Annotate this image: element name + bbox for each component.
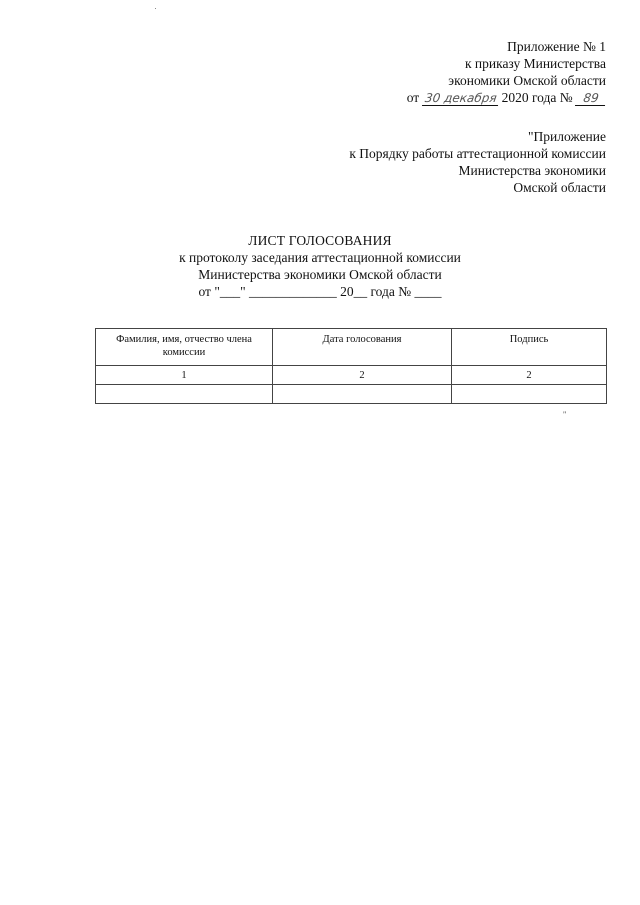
- table-cell: [273, 385, 452, 404]
- voting-table: [95, 328, 607, 404]
- table-index-row: [96, 366, 607, 385]
- appendix-ministry: Министерства экономики: [458, 163, 606, 178]
- annex-ministry: экономики Омской области: [448, 73, 606, 88]
- from-prefix: от: [406, 90, 420, 105]
- table-cell: 2: [273, 366, 452, 385]
- column-header-name: Фамилия, имя, отчество члена комиссии: [96, 329, 273, 366]
- table-cell: 2: [452, 366, 607, 385]
- table-cell: 1: [96, 366, 273, 385]
- procedure-annex-header: [349, 128, 606, 196]
- annex-number: Приложение № 1: [507, 39, 606, 54]
- scan-speck: [155, 8, 156, 9]
- title-subline-date: от "___" _____________ 20__ года № ____: [198, 284, 442, 299]
- closing-quote-mark: ": [563, 410, 567, 419]
- title-subline-ministry: Министерства экономики Омской области: [198, 267, 442, 282]
- annex-order-ref: к приказу Министерства: [464, 56, 606, 71]
- year-and-number-label: 2020 года №: [501, 90, 573, 105]
- table-row: [96, 385, 607, 404]
- table-cell: [452, 385, 607, 404]
- column-header-date: Дата голосования: [273, 329, 452, 366]
- title-subline-protocol: к протоколу заседания аттестационной комиссии: [179, 250, 461, 265]
- order-annex-header: [407, 38, 606, 106]
- table-header-row: [96, 329, 607, 366]
- appendix-label: "Приложение: [528, 129, 606, 144]
- appendix-region: Омской области: [513, 180, 606, 195]
- annex-date-line: [407, 89, 606, 106]
- table-cell: [96, 385, 273, 404]
- voting-sheet-title: [0, 232, 640, 300]
- handwritten-number: 89: [575, 91, 607, 106]
- handwritten-date: 30 декабря: [422, 91, 500, 106]
- page-title: ЛИСТ ГОЛОСОВАНИЯ: [248, 233, 392, 248]
- appendix-procedure: к Порядку работы аттестационной комиссии: [349, 146, 606, 161]
- column-header-signature: Подпись: [452, 329, 607, 366]
